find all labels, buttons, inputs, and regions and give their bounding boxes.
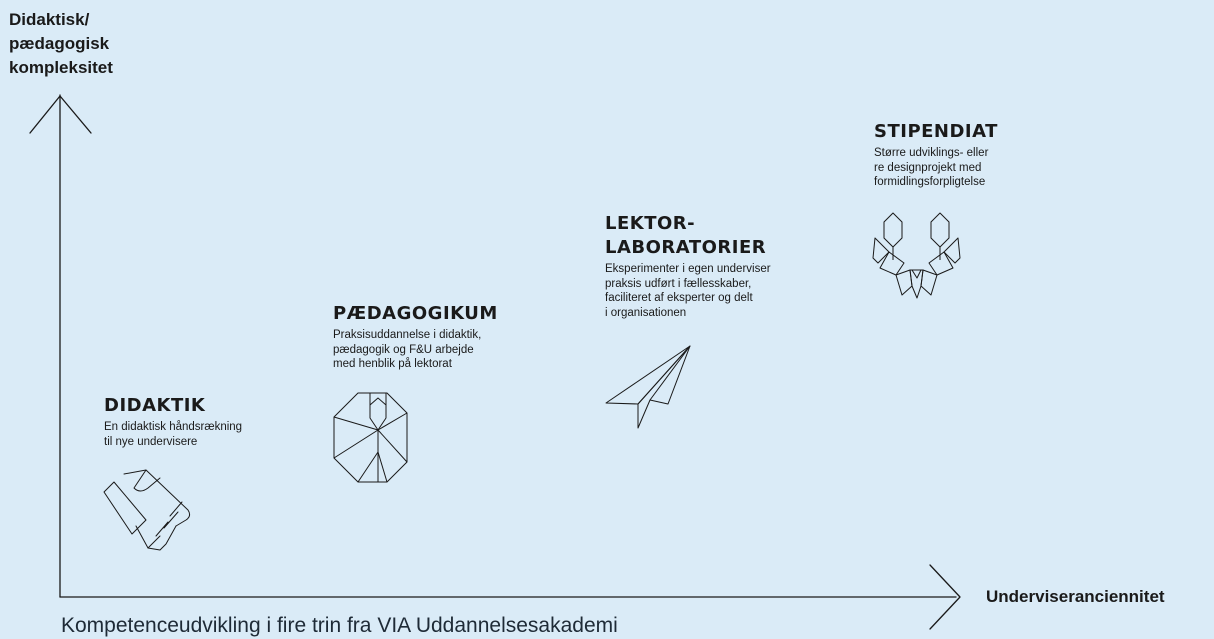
- x-axis-label: Underviseranciennitet: [986, 587, 1165, 606]
- stage-title-line: LEKTOR-: [605, 213, 696, 234]
- stage-description-line: med henblik på lektorat: [333, 358, 452, 370]
- stage-description-line: til nye undervisere: [104, 435, 198, 448]
- stage-description-line: i organisationen: [605, 306, 687, 319]
- stage-description-line: re designprojekt med: [874, 161, 982, 174]
- stage-description-line: En didaktisk håndsrækning: [104, 421, 243, 433]
- y-axis-label-line: pædagogisk: [9, 34, 110, 53]
- y-axis-label-line: Didaktisk/: [9, 10, 90, 29]
- stage-title-line: LABORATORIER: [605, 237, 767, 258]
- y-axis-label-line: kompleksitet: [9, 58, 113, 77]
- stage-title: DIDAKTIK: [104, 395, 206, 416]
- stage-description-line: faciliteret af eksperter og delt: [605, 292, 753, 304]
- stage-title: STIPENDIAT: [874, 121, 998, 142]
- stage-description-line: Eksperimenter i egen underviser: [605, 263, 771, 275]
- stage-description-line: pædagogik og F&U arbejde: [333, 343, 474, 356]
- stage-description-line: Praksisuddannelse i didaktik,: [333, 329, 482, 341]
- stage-description-line: formidlingsforpligtelse: [874, 176, 986, 188]
- stage-title: PÆDAGOGIKUM: [333, 303, 498, 324]
- stage-description-line: Større udviklings- eller: [874, 147, 989, 159]
- stage-description-line: praksis udført i fællesskaber,: [605, 277, 752, 290]
- caption: Kompetenceudvikling i fire trin fra VIA Uddannelsesakademi: [61, 614, 618, 637]
